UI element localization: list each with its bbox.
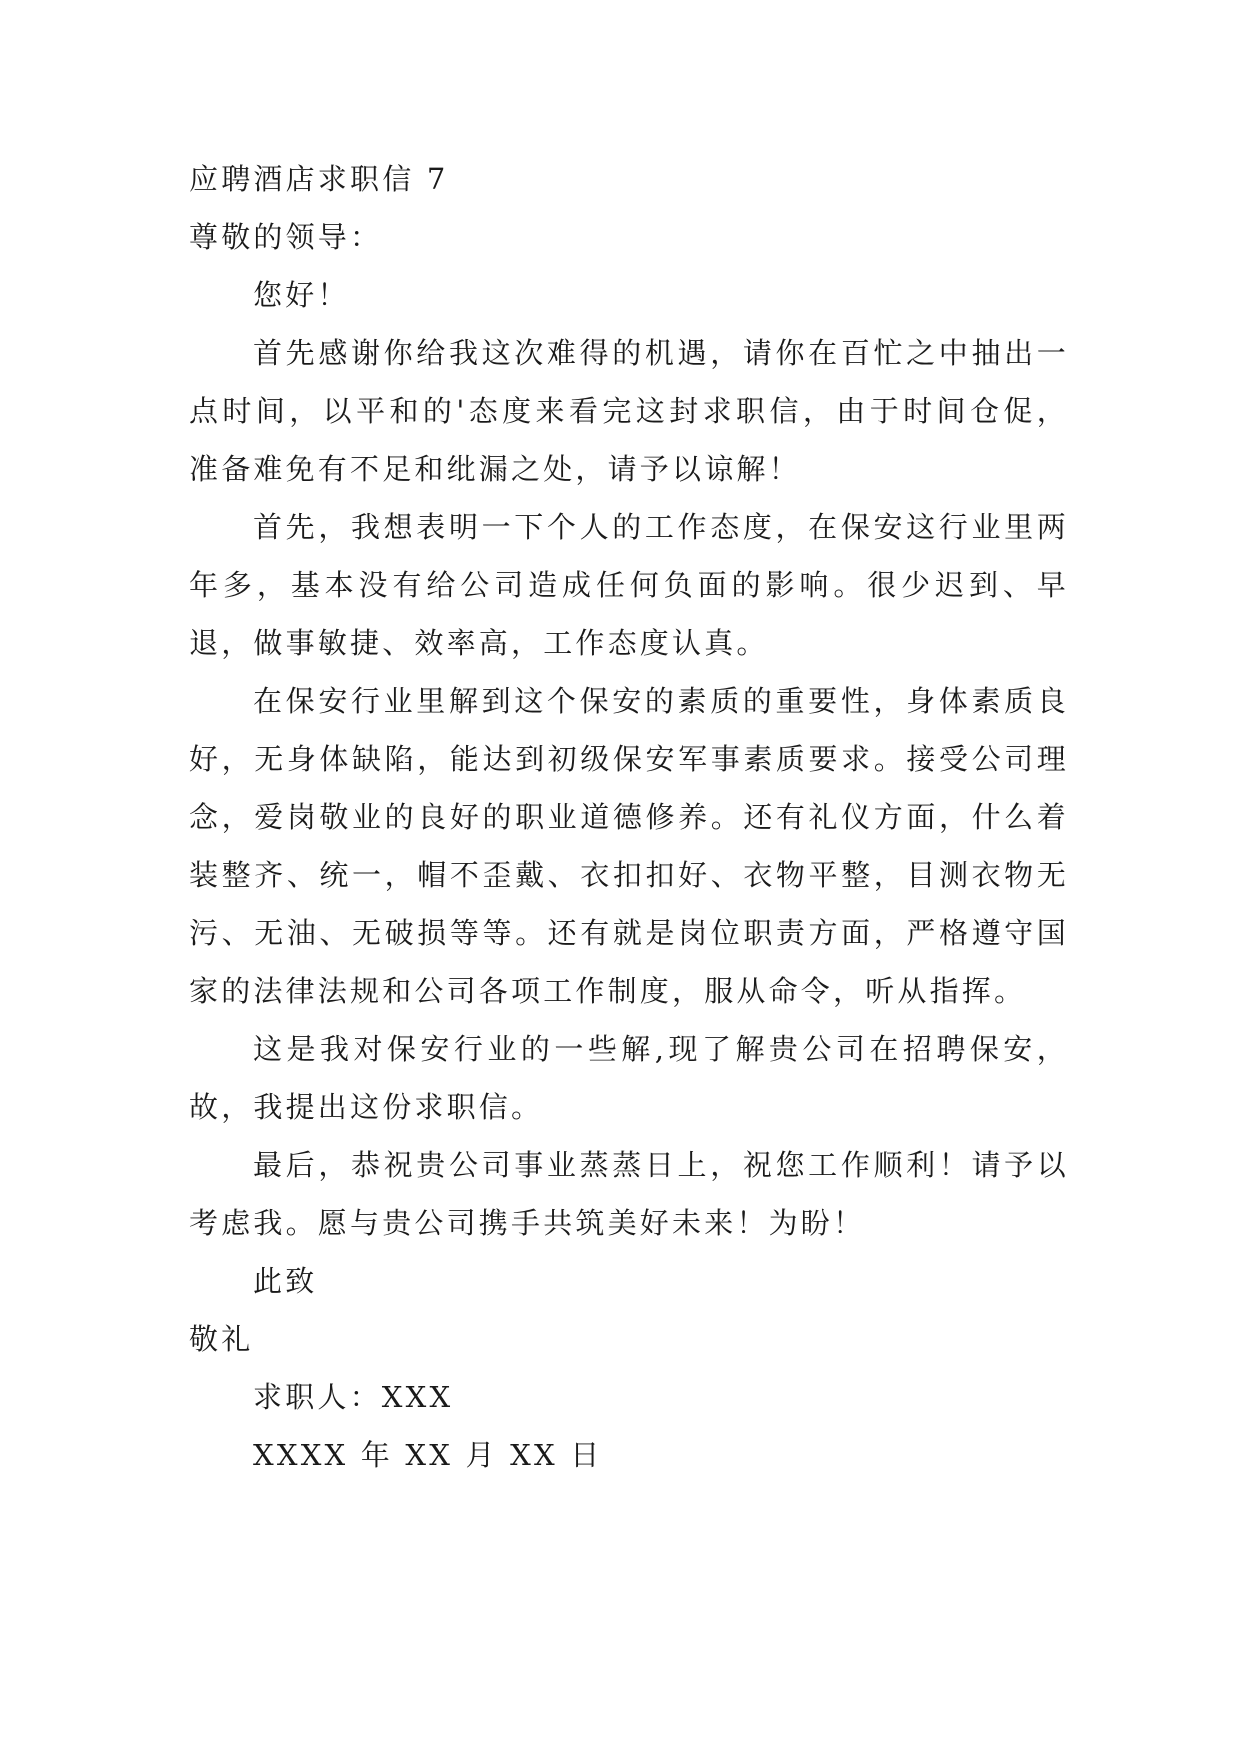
paragraph-application: 这是我对保安行业的一些解,现了解贵公司在招聘保安，故，我提出这份求职信。 <box>189 1032 1069 1124</box>
paragraph-closing-wishes: 最后，恭祝贵公司事业蒸蒸日上，祝您工作顺利！请予以考虑我。愿与贵公司携手共筑美好未来！为盼！ <box>189 1148 1069 1240</box>
closing-line-2: 敬礼 <box>189 1322 254 1356</box>
paragraph-attitude: 首先，我想表明一下个人的工作态度，在保安这行业里两年多，基本没有给公司造成任何负面的影响。很少迟到、早退，做事敏捷、效率高，工作态度认真。 <box>189 510 1069 660</box>
greeting: 您好！ <box>253 278 350 312</box>
document-title: 应聘酒店求职信 7 <box>189 162 449 196</box>
salutation: 尊敬的领导： <box>189 220 383 254</box>
paragraph-qualities: 在保安行业里解到这个保安的素质的重要性，身体素质良好，无身体缺陷，能达到初级保安军事素质要求。接受公司理念，爱岗敬业的良好的职业道德修养。还有礼仪方面，什么着装整齐、统一，帽不歪戴、衣扣扣好、衣物平整，目测衣物无污、无油、无破损等等。还有就是岗位职责方面，严格遵守国家的法律法规和公司各项工作制度，服从命令，听从指挥。 <box>189 684 1069 1008</box>
date-line: XXXX 年 XX 月 XX 日 <box>253 1438 603 1472</box>
signature: 求职人：XXX <box>253 1380 454 1414</box>
paragraph-thanks: 首先感谢你给我这次难得的机遇，请你在百忙之中抽出一点时间，以平和的'态度来看完这封求职信，由于时间仓促，准备难免有不足和纰漏之处，请予以谅解！ <box>189 336 1069 486</box>
closing-line-1: 此致 <box>253 1264 318 1298</box>
letter-body <box>189 150 1069 1484</box>
